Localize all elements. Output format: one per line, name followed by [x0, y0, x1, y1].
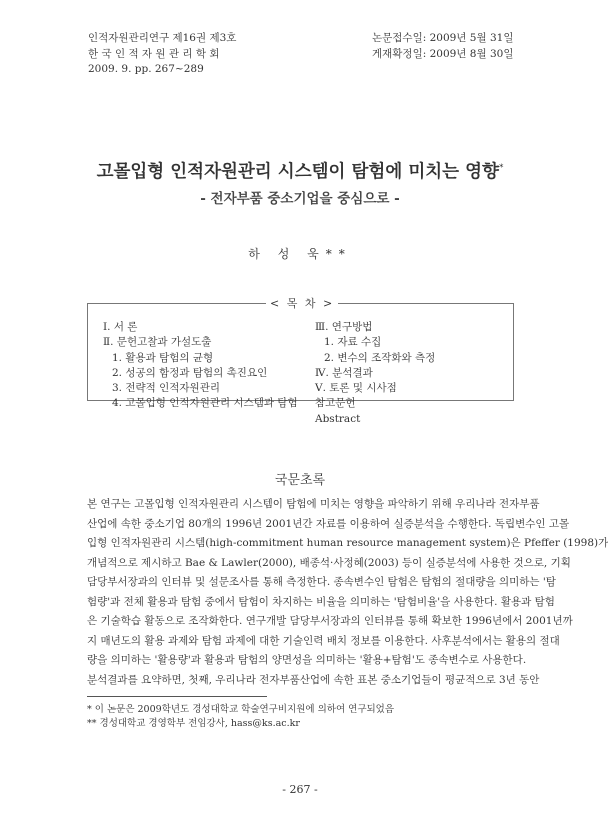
- toc-item: Ⅲ. 연구방법: [315, 321, 373, 333]
- abstract-heading: 국문초록: [274, 473, 326, 488]
- toc-item: 2. 성공의 함정과 탐험의 촉진요인: [112, 366, 268, 379]
- abstract-line: 험량'과 전체 활용과 탐험 중에서 탐험이 차지하는 비율을 의미하는 '탐험비율'을 사용한다. 활용과 탐험: [87, 595, 555, 608]
- abstract-line: 량을 의미하는 '활용량'과 활용과 탐험의 양면성을 의미하는 '활용+탐험'도 종속변수로 사용한다.: [87, 654, 527, 666]
- footnote-author: ** 경성대학교 경영학부 전임강사, hass@ks.ac.kr: [87, 718, 300, 729]
- toc-left-column: [103, 320, 298, 412]
- abstract-line: 입형 인적자원관리 시스템(high-commitment human resource management system)은 Pfeffer (1998)가: [87, 537, 608, 549]
- journal-info: [88, 31, 236, 78]
- abstract-body: [87, 495, 608, 690]
- abstract-line: 산업에 속한 중소기업 80개의 1996년 2001년간 자료를 이용하여 실증분석을 수행한다. 독립변수인 고몰: [87, 517, 570, 530]
- abstract-line: 은 기술학습 활동으로 조작화한다. 연구개발 담당부서장과의 인터뷰를 통해 확보한 1996년에서 2001년까: [87, 615, 573, 627]
- abstract-line: 개념적으로 제시하고 Bae & Lawler(2000), 배종석·사정혜(2003) 등이 실증분석에 사용한 것으로, 기획: [87, 556, 571, 569]
- footnote-funding: * 이 논문은 2009학년도 경성대학교 학술연구비지원에 의하여 연구되었음: [87, 704, 395, 715]
- toc-item: 2. 변수의 조작화와 측정: [324, 351, 436, 364]
- submission-dates: [372, 31, 513, 62]
- toc-item: 1. 자료 수집: [324, 336, 382, 349]
- toc-item: Ⅰ. 서 론: [103, 321, 138, 333]
- toc-legend: < 목 차 >: [266, 295, 338, 311]
- footnotes: [87, 703, 394, 731]
- toc-right-column: [315, 320, 435, 427]
- footnote-divider: [87, 696, 267, 697]
- toc-item: 1. 활용과 탐험의 균형: [112, 351, 214, 364]
- toc-item: Ⅳ. 분석결과: [315, 366, 373, 379]
- paper-title-text: 고몰입형 인적자원관리 시스템이 탐험에 미치는 영향: [96, 162, 499, 182]
- abstract-line: 본 연구는 고몰입형 인적자원관리 시스템이 탐험에 미치는 영향을 파악하기 위해 우리나라 전자부품: [87, 498, 540, 510]
- toc-item: 참고문헌: [315, 397, 356, 410]
- accepted-date: 게재확정일: 2009년 8월 30일: [372, 47, 514, 60]
- toc-item: Ⅱ. 문헌고찰과 가설도출: [103, 336, 212, 349]
- abstract-line: 분석결과를 요약하면, 첫째, 우리나라 전자부품산업에 속한 표본 중소기업들이 평균적으로 3년 동안: [87, 673, 540, 686]
- society-name: 한 국 인 적 자 원 관 리 학 회: [88, 47, 220, 60]
- journal-name: 인적자원관리연구 제16권 제3호: [88, 32, 237, 44]
- paper-title: [0, 158, 600, 183]
- page-number: - 267 -: [282, 783, 318, 796]
- abstract-line: 지 매년도의 활용 과제와 탐험 과제에 대한 기술인력 배치 정보를 이용한다. 사후분석에서는 활용의 절대: [87, 634, 560, 647]
- issue-pages: 2009. 9. pp. 267~289: [88, 63, 204, 75]
- received-date: 논문접수일: 2009년 5월 31일: [372, 32, 514, 44]
- toc-item: Abstract: [315, 412, 361, 425]
- abstract-line: 담당부서장과의 인터뷰 및 설문조사를 통해 측정한다. 종속변수인 탐험은 탐험의 절대량을 의미하는 '탐: [87, 576, 556, 588]
- toc-item: 4. 고몰입형 인적자원관리 시스템과 탐험: [112, 397, 298, 410]
- author-name: 하 성 욱**: [248, 247, 352, 261]
- title-footnote-mark: *: [498, 163, 504, 174]
- toc-item: Ⅴ. 토론 및 시사점: [315, 382, 397, 395]
- toc-item: 3. 전략적 인적자원관리: [112, 382, 220, 395]
- paper-subtitle: - 전자부품 중소기업을 중심으로 -: [200, 191, 400, 207]
